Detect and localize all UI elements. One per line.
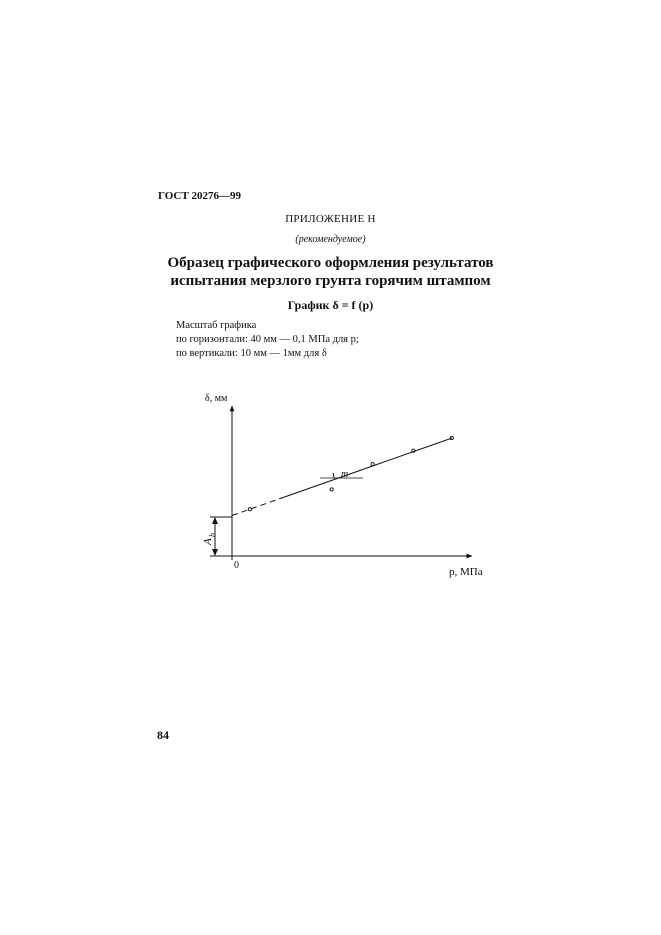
title-line-1: Образец графического оформления результатов — [167, 255, 494, 271]
data-point-3 — [371, 463, 374, 466]
page-number: 84 — [157, 728, 169, 742]
angle-label: m — [341, 469, 349, 480]
graph-title: График δ = f (p) — [287, 298, 374, 312]
data-point-2 — [330, 488, 333, 491]
y-axis-label: δ, мм — [205, 393, 228, 404]
document-code: ГОСТ 20276—99 — [158, 190, 241, 202]
fit-line-solid — [283, 438, 452, 497]
dim-arrow-top — [212, 517, 218, 524]
x-axis-label: p, МПа — [449, 566, 483, 578]
dim-arrow-bottom — [212, 549, 218, 556]
fit-line-dashed — [232, 498, 283, 516]
appendix-label: ПРИЛОЖЕНИЕ Н — [285, 213, 376, 225]
scale-heading: Масштаб графика — [176, 320, 257, 331]
origin-label: 0 — [234, 560, 239, 571]
scale-horizontal: по горизонтали: 40 мм — 0,1 МПа для p; — [176, 334, 359, 345]
appendix-status: (рекомендуемое) — [295, 234, 366, 245]
title-line-2: испытания мерзлого грунта горячим штампом — [170, 273, 491, 289]
scale-vertical: по вертикали: 10 мм — 1мм для δ — [176, 348, 327, 359]
angle-arc — [333, 473, 334, 478]
intercept-subscript: h — [208, 533, 217, 537]
intercept-label: A — [202, 538, 214, 545]
